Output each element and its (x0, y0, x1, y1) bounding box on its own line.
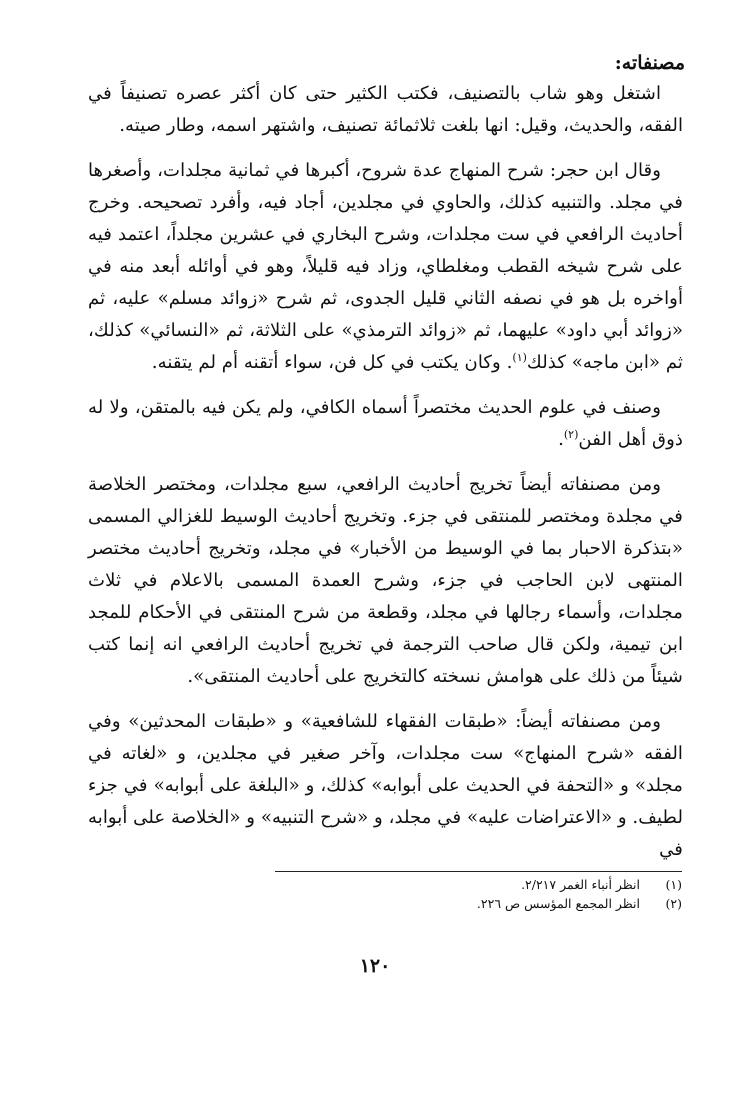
footnote-2 (275, 894, 682, 913)
paragraph-2-text: وقال ابن حجر: شرح المنهاج عدة شروح، أكبرها في ثمانية مجلدات، وأصغرها في مجلد. والتنبيه كذلك، والحاوي في مجلدين، أجاد فيه، وأفرد تصحيحه. وخرج أحاديث الرافعي في ست مجلدات، وشرح البخاري في عشرين مجلداً، اعتمد فيه على شرح شيخه القطب ومغلطاي، وزاد فيه قليلاً، وهو في أوائله أبعد منه في أواخره بل هو في نصفه الثاني قليل الجدوى، ثم شرح «زوائد مسلم» عليه، ثم «زوائد أبي داود» عليهما، ثم «زوائد الترمذي» على الثلاثة، ثم «النسائي» كذلك، ثم «ابن ماجه» كذلك (88, 160, 683, 373)
page-number: ١٢٠ (359, 955, 391, 977)
footnotes (275, 875, 682, 913)
paragraph-5: ومن مصنفاته أيضاً: «طبقات الفقهاء للشافعية» و «طبقات المحدثين» وفي الفقه «شرح المنهاج» ست مجلدات، وآخر صغير في مجلدين، و «لغاته في مجلد» و «التحفة في الحديث على أبوابه» كذلك، و «البلغة على أبوابه» في جزء لطيف. و «الاعتراضات عليه» في مجلد، و «شرح التنبيه» و «الخلاصة على أبوابه في (88, 711, 683, 860)
section-heading: مصنفاته: (614, 52, 685, 74)
page-body (88, 48, 683, 879)
footnote-1-text: انظر أنباء الغمر ٢/٢١٧. (521, 877, 640, 892)
footnote-2-number: (٢) (665, 896, 682, 911)
paragraph-4: ومن مصنفاته أيضاً تخريج أحاديث الرافعي، سبع مجلدات، ومختصر الخلاصة في مجلدة ومختصر للمنتقى في جزء. وتخريج أحاديث الوسيط للغزالي المسمى «بتذكرة الاحبار بما في الوسيط من الأخبار» في مجلد، وتخريج أحاديث مختصر المنتهى لابن الحاجب في جزء، وشرح العمدة المسمى بالاعلام في ثلاث مجلدات، وأسماء رجالها في مجلد، وقطعة من شرح المنتقى في الأحكام للمجد ابن تيمية، ولكن قال صاحب الترجمة في تخريج أحاديث الرافعي انه إنما كتب شيئاً من ذلك على هوامش نسخته كالتخريج على أحاديث المنتقى». (88, 474, 683, 687)
paragraph-3-tail: . (558, 429, 564, 450)
footnote-1 (275, 875, 682, 894)
footnote-ref-2: (٢) (563, 427, 579, 441)
paragraph-2-tail: . وكان يكتب في كل فن، سواء أتقنه أم لم يتقنه. (151, 352, 513, 373)
paragraph-3-text: وصنف في علوم الحديث مختصراً أسماه الكافي، ولم يكن فيه بالمتقن، ولا له ذوق أهل الفن (88, 397, 683, 450)
paragraph-3 (88, 392, 683, 456)
paragraph-2 (88, 155, 683, 379)
paragraph-1: اشتغل وهو شاب بالتصنيف، فكتب الكثير حتى كان أكثر عصره تصنيفاً في الفقه، والحديث، وقيل: انها بلغت ثلاثمائة تصنيف، واشتهر اسمه، وطار صيته. (88, 83, 683, 136)
footnote-2-text: انظر المجمع المؤسس ص ٢٢٦. (476, 896, 640, 911)
footnote-ref-1: (١) (512, 350, 527, 364)
footnote-divider (275, 871, 682, 872)
footnote-1-number: (١) (665, 877, 682, 892)
